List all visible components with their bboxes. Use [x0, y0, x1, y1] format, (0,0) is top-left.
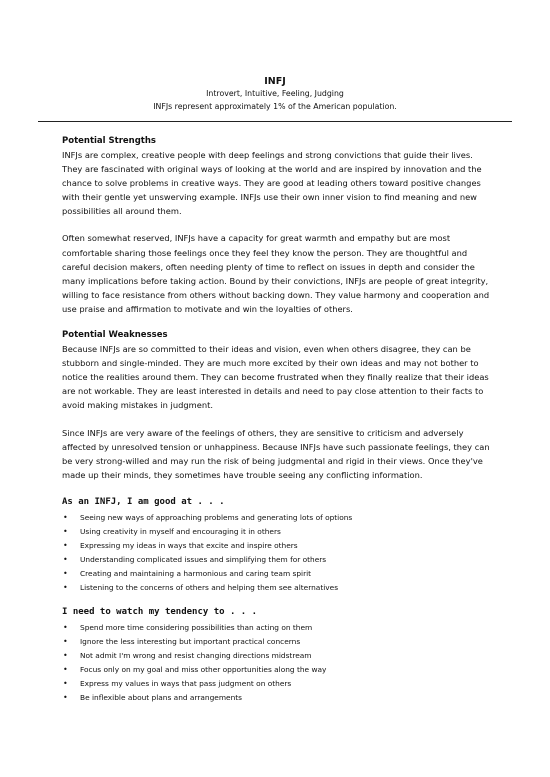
list-item: • Using creativity in myself and encouraging it in others — [62, 525, 494, 539]
weaknesses-paragraph-1: Because INFJs are so committed to their ideas and vision, even when others disagree, they can be stubborn and single-minded. They are much more excited by their own ideas and may not bother to notice the realities around them. They can become frustrated when they finally realize that their ideas are not workable. They are least interested in details and need to pay close attention to their facts to avoid making mistakes in judgment. — [62, 344, 489, 411]
good-at-heading: As an INFJ, I am good at . . . — [62, 496, 225, 507]
document-body — [62, 135, 494, 715]
list-item: • Seeing new ways of approaching problems and generating lots of options — [62, 511, 494, 525]
list-item: • Spend more time considering possibilities than acting on them — [62, 621, 494, 635]
weaknesses-heading: Potential Weaknesses — [62, 330, 168, 341]
list-item: • Be inflexible about plans and arrangements — [62, 691, 494, 705]
type-subtitle: Introvert, Intuitive, Feeling, Judging — [206, 89, 344, 98]
list-item: • Not admit I'm wrong and resist changing directions midstream — [62, 649, 494, 663]
weaknesses-paragraph-2: Since INFJs are very aware of the feelings of others, they are sensitive to criticism and adversely affected by unresolved tension or unhappiness. Because INFJs have such passionate feelings, they can be very strong-willed and may run the risk of being judgmental and rigid in their views. Once they've made up their minds, they sometimes have trouble seeing any conflicting information. — [62, 427, 490, 480]
list-item: • Ignore the less interesting but important practical concerns — [62, 635, 494, 649]
watch-tendency-list — [62, 621, 494, 705]
header-divider — [38, 121, 512, 122]
list-item: • Creating and maintaining a harmonious and caring team spirit — [62, 567, 494, 581]
good-at-list — [62, 511, 494, 595]
strengths-paragraph-2: Often somewhat reserved, INFJs have a capacity for great warmth and empathy but are most comfortable sharing those feelings once they feel they know the person. They are thoughtful and careful decision makers, often needing plenty of time to reflect on issues in depth and consider the many implications before taking action. Bound by their convictions, INFJs are people of great integrity, willing to face resistance from others without backing down. They value harmony and cooperation and use praise and affirmation to motivate and win the loyalties of others. — [62, 233, 490, 314]
list-item: • Express my values in ways that pass judgment on others — [62, 677, 494, 691]
page-title: INFJ — [264, 76, 286, 87]
strengths-paragraph-1: INFJs are complex, creative people with deep feelings and strong convictions that guide their lives. They are fascinated with original ways of looking at the world and are inspired by innovation and the chance to solve problems in creative ways. They are good at leading others toward positive changes with their gentle yet unswerving example. INFJs use their own inner vision to find meaning and new possibilities all around them. — [62, 150, 482, 217]
document-header — [0, 75, 550, 113]
list-item: • Expressing my ideas in ways that excite and inspire others — [62, 539, 494, 553]
list-item: • Listening to the concerns of others and helping them see alternatives — [62, 581, 494, 595]
list-item: • Focus only on my goal and miss other opportunities along the way — [62, 663, 494, 677]
list-item: • Understanding complicated issues and simplifying them for others — [62, 553, 494, 567]
population-stat: INFJs represent approximately 1% of the American population. — [153, 101, 397, 111]
watch-tendency-heading: I need to watch my tendency to . . . — [62, 606, 258, 617]
strengths-heading: Potential Strengths — [62, 136, 156, 146]
